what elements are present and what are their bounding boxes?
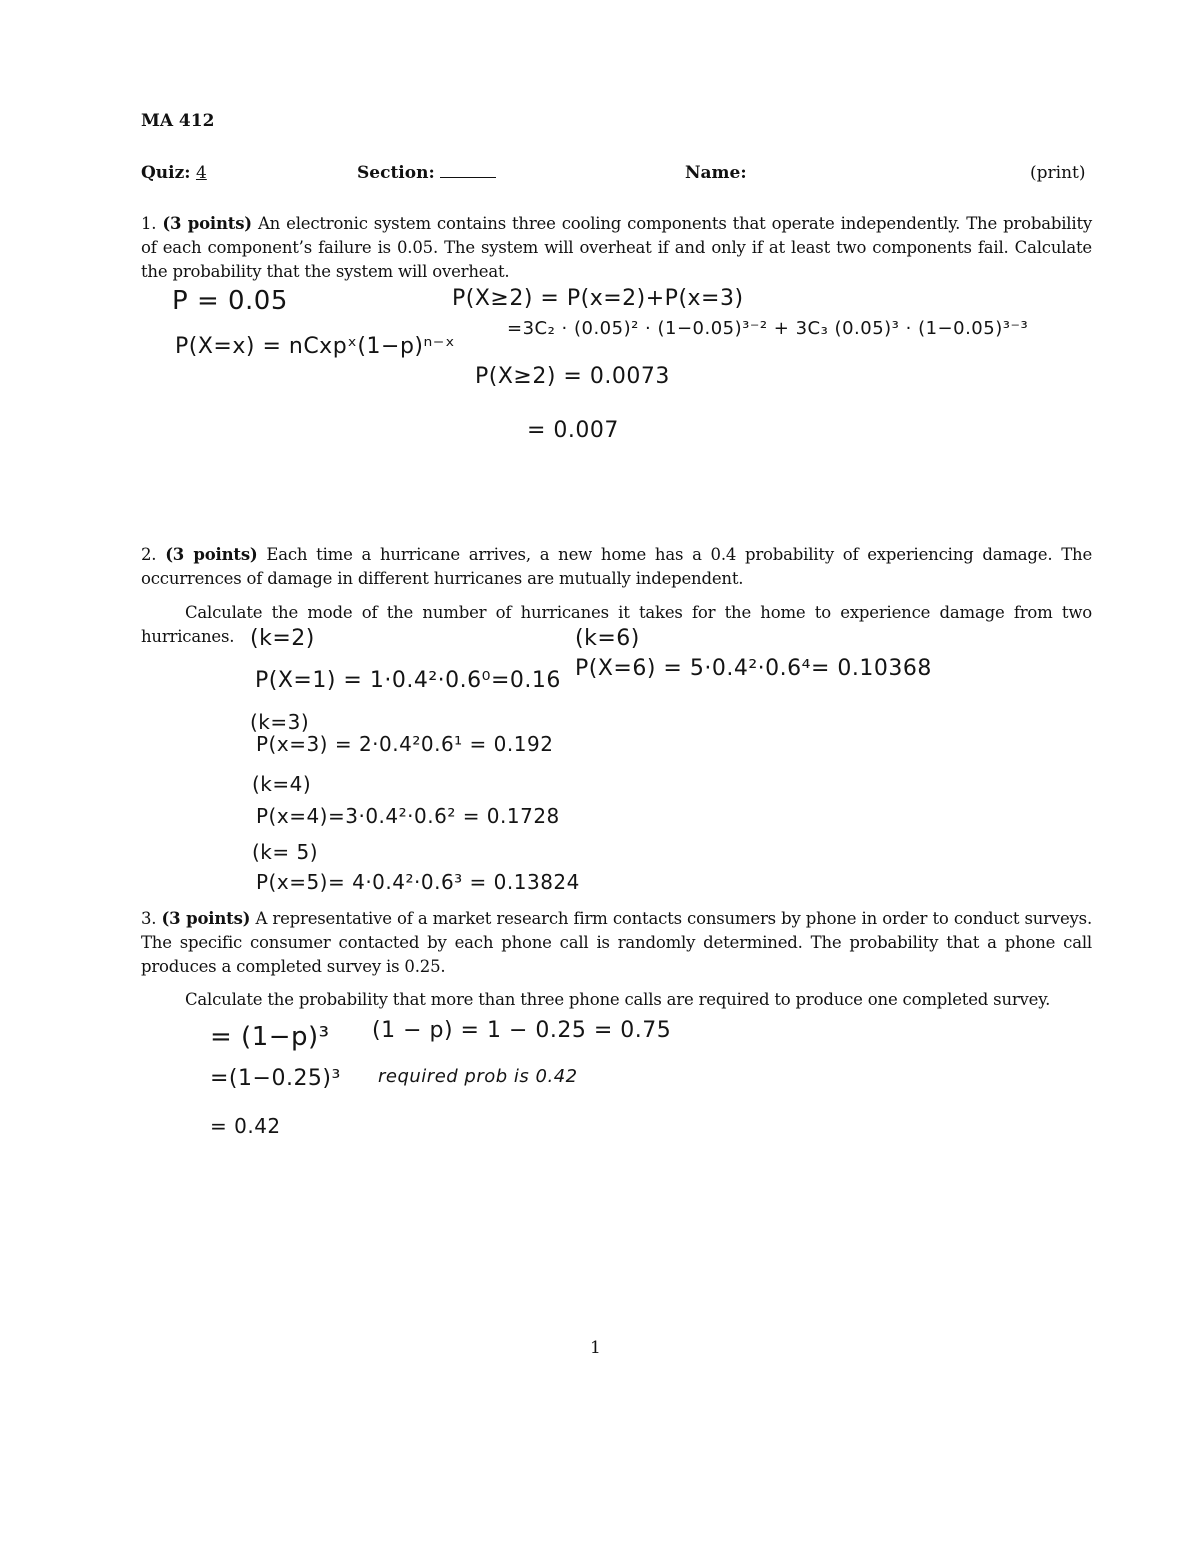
q2-p5: P(x=5)= 4·0.4²·0.6³ = 0.13824: [256, 870, 580, 894]
page-number: 1: [590, 1338, 601, 1358]
q3-work-line-2: =(1−0.25)³: [210, 1066, 341, 1091]
q1-points: (3 points): [162, 214, 252, 233]
q2-k5: (k= 5): [252, 840, 319, 864]
q3-number: 3.: [141, 909, 157, 928]
q3-work-line-1: = (1−p)³: [210, 1022, 330, 1052]
q3-work-right-2: required prob is 0.42: [378, 1066, 578, 1087]
q3-work-right-1: (1 − p) = 1 − 0.25 = 0.75: [372, 1018, 672, 1043]
q3-text: A representative of a market research firm contacts consumers by phone in order to conduct surveys. The specific consumer contacted by each phone call is randomly determined. The probability that a phone call produces a completed survey is 0.25.: [141, 909, 1092, 976]
q2-k2: (k=2): [250, 626, 315, 651]
q2-p6: P(X=6) = 5·0.4²·0.6⁴= 0.10368: [575, 656, 932, 681]
section-field: [357, 161, 496, 185]
q3-points: (3 points): [161, 909, 251, 928]
q2-text: Each time a hurricane arrives, a new home has a 0.4 probability of experiencing damage. The occurrences of damage in different hurricanes are mutually independent.: [141, 545, 1093, 588]
q2-points: (3 points): [165, 545, 258, 564]
question-3: [141, 907, 1092, 979]
q2-p3: P(x=3) = 2·0.4²0.6¹ = 0.192: [256, 732, 554, 756]
course-title: MA 412: [141, 111, 215, 131]
q1-text: An electronic system contains three cooling components that operate independently. The probability of each component’s failure is 0.05. The system will overheat if and only if at least two components fail. Calculate the probability that the system will overheat.: [141, 214, 1092, 281]
question-1: [141, 212, 1092, 284]
quiz-number: 4: [195, 163, 207, 183]
q2-k6: (k=6): [575, 626, 640, 651]
q3-question: Calculate the probability that more than three phone calls are required to produce one completed survey.: [185, 990, 1051, 1009]
q2-question: Calculate the mode of the number of hurricanes it takes for the home to experience damage from two hurricanes.: [141, 603, 1092, 646]
quiz-field: [141, 161, 207, 185]
print-note: (print): [1030, 163, 1086, 183]
q1-work-line-6: = 0.007: [527, 418, 619, 443]
q3-work-line-3: = 0.42: [210, 1114, 281, 1138]
question-2: [141, 543, 1092, 591]
q1-number: 1.: [141, 214, 157, 233]
q1-work-line-4: =3C₂ · (0.05)² · (1−0.05)³⁻² + 3C₃ (0.05)³ · (1−0.05)³⁻³: [507, 318, 1029, 339]
q2-number: 2.: [141, 545, 157, 564]
q1-work-line-5: P(X≥2) = 0.0073: [475, 364, 670, 389]
name-label: Name:: [685, 163, 747, 183]
q1-work-line-1: P = 0.05: [172, 286, 288, 316]
q2-k3: (k=3): [250, 710, 310, 734]
q2-p1: P(X=1) = 1·0.4²·0.6⁰=0.16: [255, 668, 561, 693]
q1-work-line-2: P(X=x) = nCxpˣ(1−p)ⁿ⁻ˣ: [175, 334, 456, 359]
section-label: Section:: [357, 163, 435, 183]
quiz-label: Quiz:: [141, 163, 191, 183]
q1-work-line-3: P(X≥2) = P(x=2)+P(x=3): [452, 286, 744, 311]
section-blank: [440, 161, 496, 178]
q2-p4: P(x=4)=3·0.4²·0.6² = 0.1728: [256, 804, 560, 828]
q2-k4: (k=4): [252, 772, 312, 796]
